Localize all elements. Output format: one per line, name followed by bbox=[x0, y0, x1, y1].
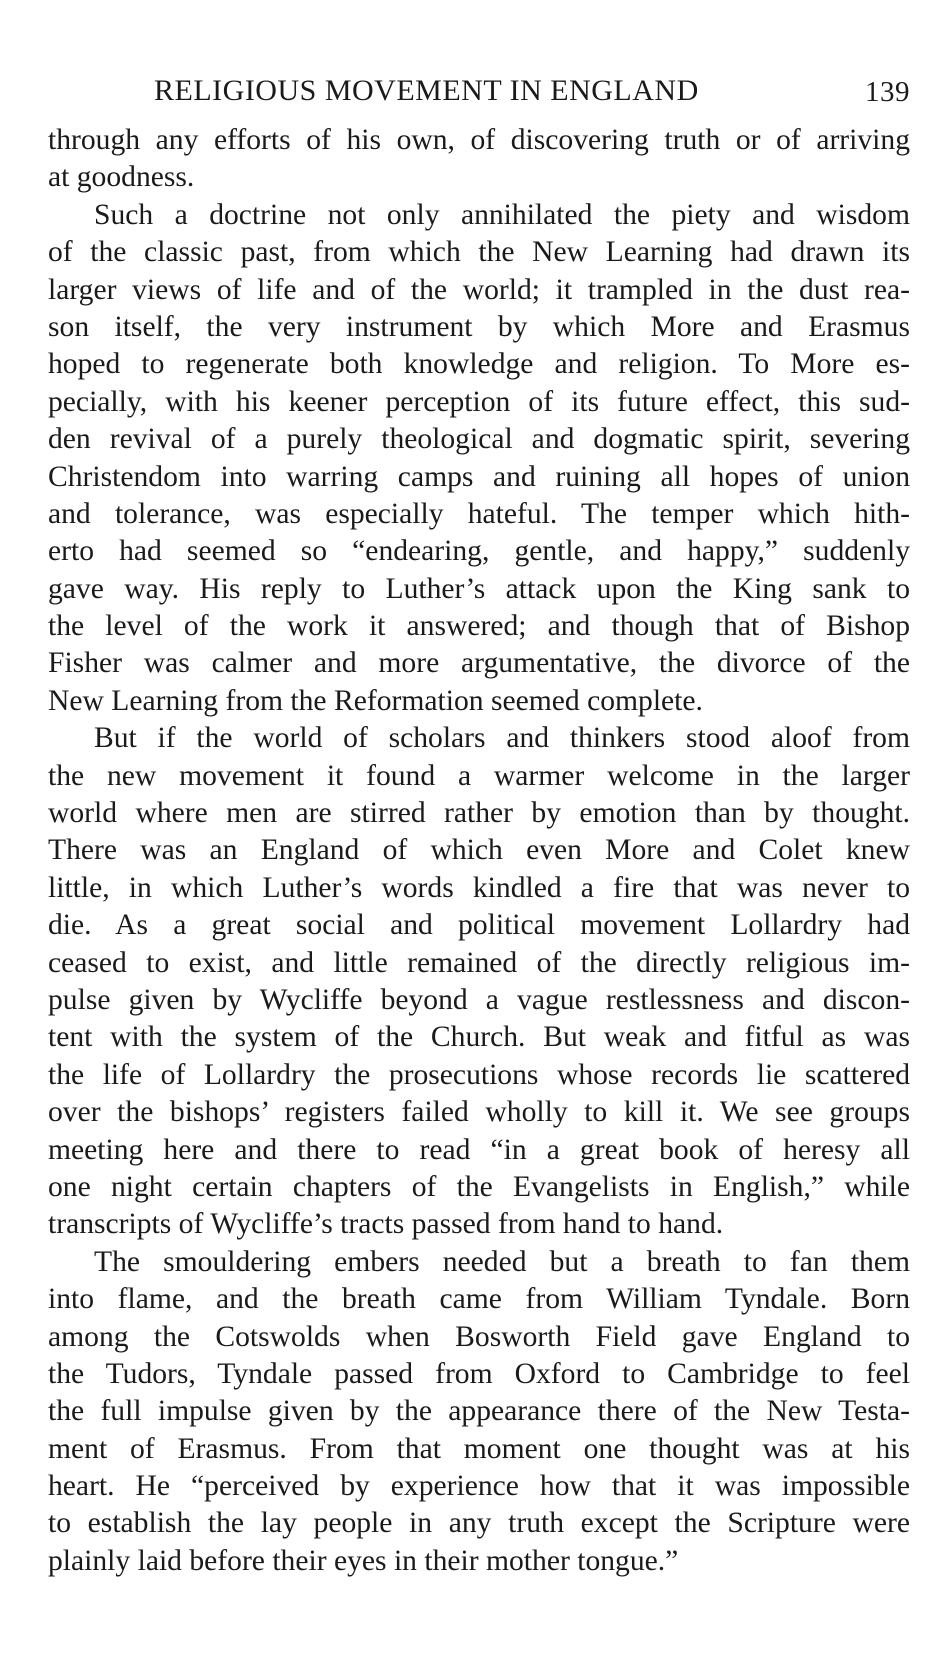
text-line: the full impulse given by the appearance there of the New Testa- bbox=[48, 1395, 910, 1428]
text-line: New Learning from the Reformation seemed complete. bbox=[48, 684, 703, 717]
text-line: among the Cotswolds when Bosworth Field gave England to bbox=[48, 1320, 910, 1353]
text-line: Such a doctrine not only annihilated the piety and wisdom bbox=[94, 198, 910, 231]
paragraph bbox=[48, 197, 910, 720]
text-line: pecially, with his keener perception of its future effect, this sud- bbox=[48, 385, 910, 418]
text-line: ceased to exist, and little remained of the directly religious im- bbox=[48, 946, 910, 979]
text-line: hoped to regenerate both knowledge and religion. To More es- bbox=[48, 348, 910, 381]
text-line: den revival of a purely theological and dogmatic spirit, severing bbox=[48, 423, 910, 456]
text-line: through any efforts of his own, of discovering truth or of arriving bbox=[48, 124, 910, 156]
text-line: heart. He “perceived by experience how that it was impossible bbox=[48, 1470, 910, 1503]
text-line: into flame, and the breath came from William Tyndale. Born bbox=[48, 1283, 910, 1316]
text-line: die. As a great social and political movement Lollardry had bbox=[48, 909, 910, 942]
text-line: larger views of life and of the world; it trampled in the dust rea- bbox=[48, 273, 910, 306]
text-line: pulse given by Wycliffe beyond a vague restlessness and discon- bbox=[48, 983, 910, 1016]
text-line: at goodness. bbox=[48, 161, 195, 194]
text-line: to establish the lay people in any truth except the Scripture were bbox=[48, 1507, 910, 1540]
text-line: the level of the work it answered; and though that of Bishop bbox=[48, 610, 910, 643]
text-line: and tolerance, was especially hateful. The temper which hith- bbox=[48, 497, 910, 530]
text-line: the new movement it found a warmer welcome in the larger bbox=[48, 759, 910, 792]
text-line: world where men are stirred rather by emotion than by thought. bbox=[48, 797, 910, 830]
text-line: plainly laid before their eyes in their mother tongue.” bbox=[48, 1544, 679, 1577]
text-line: ment of Erasmus. From that moment one thought was at his bbox=[48, 1432, 910, 1465]
text-line: erto had seemed so “endearing, gentle, and happy,” suddenly bbox=[48, 535, 910, 568]
text-line: one night certain chapters of the Evangelists in English,” while bbox=[48, 1170, 910, 1203]
text-line: Fisher was calmer and more argumentative, the divorce of the bbox=[48, 647, 910, 680]
running-title: RELIGIOUS MOVEMENT IN ENGLAND bbox=[154, 74, 699, 107]
text-line: transcripts of Wycliffe’s tracts passed from hand to hand. bbox=[48, 1208, 724, 1241]
text-line: gave way. His reply to Luther’s attack upon the King sank to bbox=[48, 572, 910, 605]
paragraph bbox=[48, 1244, 910, 1581]
text-line: little, in which Luther’s words kindled a fire that was never to bbox=[48, 871, 910, 904]
text-line: But if the world of scholars and thinkers stood aloof from bbox=[94, 722, 910, 755]
text-line: The smouldering embers needed but a breath to fan them bbox=[94, 1245, 910, 1278]
text-line: of the classic past, from which the New Learning had drawn its bbox=[48, 236, 910, 269]
body-text bbox=[48, 122, 910, 1580]
text-line: the life of Lollardry the prosecutions whose records lie scattered bbox=[48, 1058, 910, 1091]
page-number: 139 bbox=[865, 76, 910, 108]
text-line: son itself, the very instrument by which More and Erasmus bbox=[48, 310, 910, 343]
text-line: There was an England of which even More and Colet knew bbox=[48, 834, 910, 867]
text-line: meeting here and there to read “in a great book of heresy all bbox=[48, 1133, 910, 1166]
paragraph bbox=[48, 122, 910, 197]
text-line: tent with the system of the Church. But weak and fitful as was bbox=[48, 1021, 910, 1054]
text-line: Christendom into warring camps and ruining all hopes of union bbox=[48, 460, 910, 493]
book-page bbox=[48, 70, 910, 1580]
running-head bbox=[48, 70, 910, 122]
text-line: the Tudors, Tyndale passed from Oxford to Cambridge to feel bbox=[48, 1357, 910, 1390]
paragraph bbox=[48, 720, 910, 1243]
text-line: over the bishops’ registers failed wholly to kill it. We see groups bbox=[48, 1096, 910, 1129]
